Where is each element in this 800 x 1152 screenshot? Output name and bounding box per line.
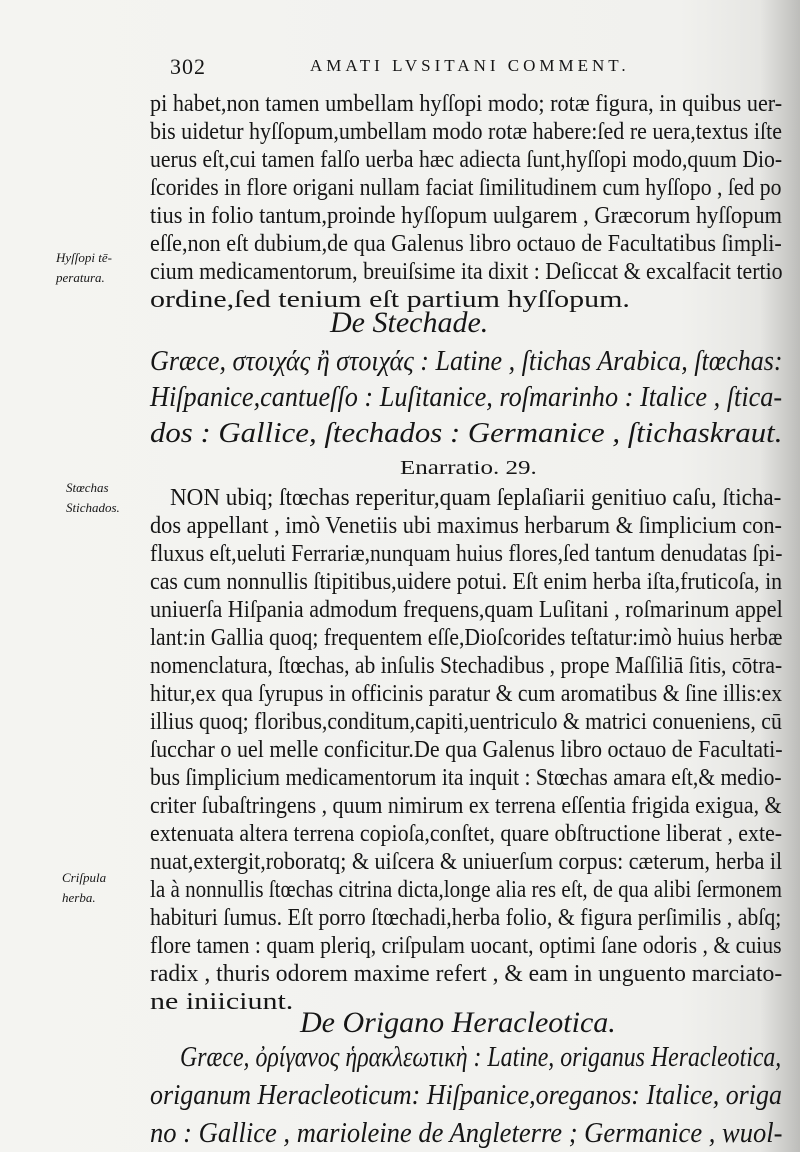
- text-line: criter ſubaſtringens , quum nimirum ex terrena eſſentia frigida exigua, &: [150, 793, 782, 819]
- text-line: radix , thuris odorem maxime refert , & eam in unguento marciato-: [150, 961, 783, 987]
- names-line: Græce, στοιχάς ἢ στοιχάς : Latine , ſtichas Arabica, ſtœchas:: [150, 346, 783, 377]
- text-line: uniuerſa Hiſpania admodum frequens,quam Luſitani , roſmarinum appel: [150, 597, 783, 623]
- margin-note-line: peratura.: [56, 270, 105, 285]
- text-line: ordine,ſed tenium eſt partium hyſſopum.: [150, 287, 630, 313]
- text-line: tius in folio tantum,proinde hyſſopum uulgarem , Græcorum hyſſopum: [150, 203, 783, 229]
- text-line: bus ſimplicium medicamentorum ita inquit : Stœchas amara eſt,& medio-: [150, 765, 782, 791]
- running-title: AMATI LVSITANI COMMENT.: [310, 56, 630, 75]
- margin-note-stoechas: [66, 478, 120, 518]
- text-line: ne iniiciunt.: [150, 989, 294, 1015]
- margin-note-line: Hyſſopi tē-: [56, 250, 112, 265]
- text-line: la à nonnullis ſtœchas citrina dicta,longe alia res eſt, de qua alibi ſermonem: [150, 877, 782, 903]
- margin-note-line: Stœchas: [66, 480, 109, 495]
- names-line: no : Gallice , marioleine de Angleterre ; Germanice , wuol-: [150, 1118, 783, 1149]
- text-line: pi habet,non tamen umbellam hyſſopi modo; rotæ figura, in quibus uer-: [150, 91, 783, 117]
- text-line: habituri ſumus. Eſt porro ſtœchadi,herba folio, & figura perſimilis , abſq;: [150, 905, 782, 931]
- text-line: hitur,ex qua ſyrupus in officinis paratur & cum aromatibus & ſine illis:ex: [150, 681, 783, 707]
- enarratio-label: Enarratio. 29.: [400, 457, 537, 479]
- text-line: uerus eſt,cui tamen falſo uerba hæc adiecta ſunt,hyſſopi modo,quum Dio-: [150, 147, 783, 173]
- names-line: origanum Heracleoticum: Hiſpanice,oreganos: Italice, origa: [150, 1080, 782, 1111]
- text-line: bis uidetur hyſſopum,umbellam modo rotæ habere:ſed re uera,textus iſte: [150, 119, 782, 145]
- section-heading: De Origano Heracleotica.: [300, 1006, 616, 1039]
- text-line: nomenclatura, ſtœchas, ab inſulis Stechadibus , prope Maſſiliā ſitis, cōtra-: [150, 653, 783, 679]
- text-line: dos appellant , imò Venetiis ubi maximus herbarum & ſimplicium con-: [150, 513, 782, 539]
- names-line: Hiſpanice,cantueſſo : Luſitanice, roſmarinho : Italice , ſtica-: [150, 382, 783, 413]
- text-line: illius quoq; floribus,conditum,capiti,uentriculo & matrici conueniens, cū: [150, 709, 782, 735]
- text-line: NON ubiq; ſtœchas reperitur,quam ſeplaſiarii genitiuo caſu, ſticha-: [170, 485, 782, 511]
- margin-note-hyssopi: [56, 248, 112, 288]
- text-line: cium medicamentorum, breuiſsime ita dixit : Deſiccat & excalfacit tertio: [150, 259, 783, 285]
- text-line: lant:in Gallia quoq; frequentem eſſe,Dioſcorides teſtatur:imò huius herbæ: [150, 625, 783, 651]
- text-line: eſſe,non eſt dubium,de qua Galenus libro octauo de Facultatibus ſimpli-: [150, 231, 782, 257]
- margin-note-line: Criſpula: [62, 870, 107, 885]
- section-heading: De Stechade.: [330, 306, 489, 339]
- text-line: ſcorides in flore origani nullam faciat ſimilitudinem cum hyſſopo , ſed po: [150, 175, 782, 201]
- text-line: cas cum nonnullis ſtipitibus,uidere potui. Eſt enim herba iſta,fruticoſa, in: [150, 569, 783, 595]
- text-line: extenuata altera terrena copioſa,conſtet, quare obſtructione liberat , exte-: [150, 821, 783, 847]
- names-line: dos : Gallice, ſtechados : Germanice , ſtichaskraut.: [150, 418, 783, 449]
- page-header: [170, 52, 770, 82]
- margin-note-line: Stichados.: [66, 500, 120, 515]
- text-line: nuat,extergit,roboratq; & uiſcera & uniuerſum corpus: cæterum, herba il: [150, 849, 783, 875]
- margin-note-line: herba.: [62, 890, 96, 905]
- page-number: 302: [170, 54, 206, 79]
- text-line: ſucchar o uel melle conficitur.De qua Galenus libro octauo de Facultati-: [150, 737, 783, 763]
- margin-note-crispula: [62, 868, 106, 908]
- text-line: flore tamen : quam pleriq, criſpulam uocant, optimi ſane odoris , & cuius: [150, 933, 782, 959]
- names-line: Græce, ὀρίγανος ἡρακλεωτικὴ : Latine, origanus Heracleotica,: [180, 1042, 782, 1073]
- text-line: fluxus eſt,ueluti Ferrariæ,nunquam huius flores,ſed tantum denudatas ſpi-: [150, 541, 783, 567]
